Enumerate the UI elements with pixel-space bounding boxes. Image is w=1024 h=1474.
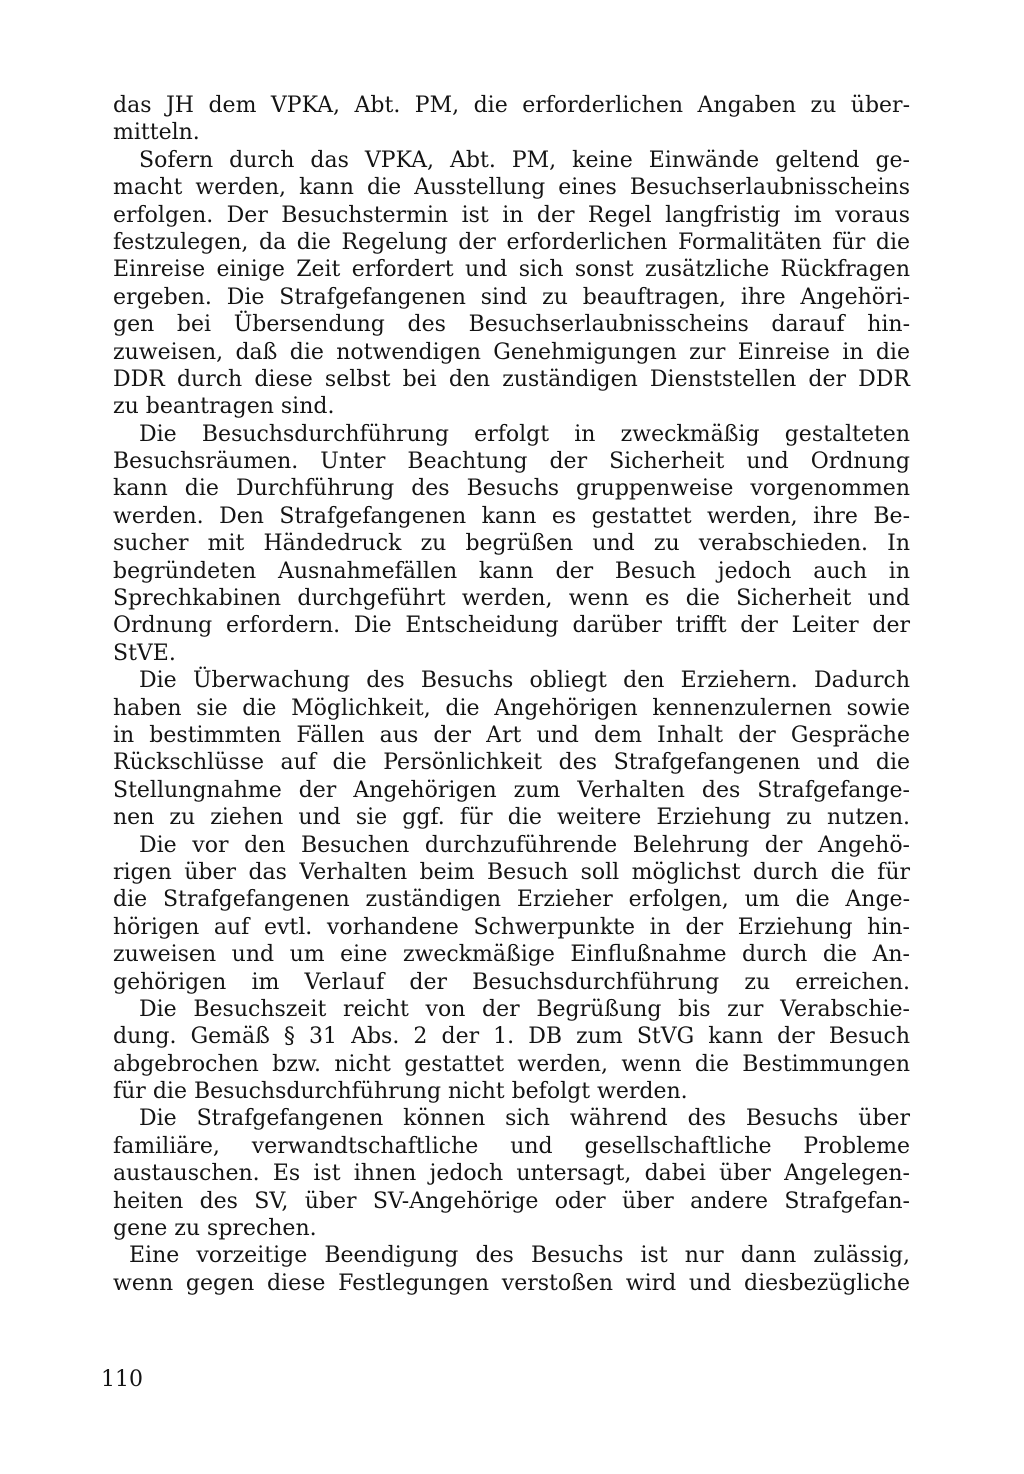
text-line: StVE.: [113, 640, 176, 666]
text-line: abgebrochen bzw. nicht gestattet werden, wenn die Bestimmungen: [113, 1051, 910, 1077]
text-line: zuweisen, daß die notwendigen Genehmigungen zur Einreise in die: [113, 339, 910, 365]
text-line: austauschen. Es ist ihnen jedoch untersagt, dabei über Angelegen-: [113, 1161, 910, 1187]
text-line: Die Besuchsdurchführung erfolgt in zweckmäßig gestalteten: [139, 421, 910, 447]
text-line: hörigen auf evtl. vorhandene Schwerpunkte in der Erziehung hin-: [113, 914, 910, 940]
text-line: Rückschlüsse auf die Persönlichkeit des Strafgefangenen und die: [113, 750, 910, 776]
text-line: zu beantragen sind.: [113, 394, 335, 420]
text-line: heiten des SV, über SV-Angehörige oder über andere Strafgefan-: [113, 1188, 910, 1214]
text-line: Besuchsräumen. Unter Beachtung der Sicherheit und Ordnung: [113, 449, 910, 475]
text-line: nen zu ziehen und sie ggf. für die weitere Erziehung zu nutzen.: [113, 805, 910, 831]
text-line: festzulegen, da die Regelung der erforderlichen Formalitäten für die: [113, 229, 910, 255]
text-line: in bestimmten Fällen aus der Art und dem Inhalt der Gespräche: [113, 722, 910, 748]
text-line: wenn gegen diese Festlegungen verstoßen wird und diesbezügliche: [113, 1270, 910, 1296]
text-line: Stellungnahme der Angehörigen zum Verhalten des Strafgefange-: [113, 777, 910, 803]
text-line: sucher mit Händedruck zu begrüßen und zu verabschieden. In: [113, 531, 910, 557]
text-line: rigen über das Verhalten beim Besuch soll möglichst durch die für: [113, 859, 910, 885]
text-line: erfolgen. Der Besuchstermin ist in der Regel langfristig im voraus: [113, 202, 910, 228]
text-line: Die Strafgefangenen können sich während des Besuchs über: [139, 1106, 910, 1132]
text-line: Eine vorzeitige Beendigung des Besuchs ist nur dann zulässig,: [129, 1243, 910, 1269]
text-line: DDR durch diese selbst bei den zuständigen Dienststellen der DDR: [113, 366, 910, 392]
text-line: Sprechkabinen durchgeführt werden, wenn es die Sicherheit und: [113, 586, 910, 612]
text-line: begründeten Ausnahmefällen kann der Besuch jedoch auch in: [113, 558, 910, 584]
text-line: für die Besuchsdurchführung nicht befolgt werden.: [113, 1079, 688, 1105]
text-line: Die Überwachung des Besuchs obliegt den Erziehern. Dadurch: [139, 668, 910, 694]
text-line: macht werden, kann die Ausstellung eines Besuchserlaubnisscheins: [113, 175, 910, 201]
text-line: dung. Gemäß § 31 Abs. 2 der 1. DB zum StVG kann der Besuch: [113, 1024, 910, 1050]
body-text: [113, 92, 910, 1297]
text-line: Die vor den Besuchen durchzuführende Belehrung der Angehö-: [139, 832, 910, 858]
text-line: familiäre, verwandtschaftliche und gesellschaftliche Probleme: [113, 1133, 910, 1159]
text-line: Die Besuchszeit reicht von der Begrüßung bis zur Verabschie-: [139, 996, 910, 1022]
text-line: gehörigen im Verlauf der Besuchsdurchführung zu erreichen.: [113, 969, 910, 995]
text-line: gene zu sprechen.: [113, 1216, 317, 1242]
text-line: Sofern durch das VPKA, Abt. PM, keine Einwände geltend ge-: [139, 147, 910, 173]
text-line: werden. Den Strafgefangenen kann es gestattet werden, ihre Be-: [113, 503, 910, 529]
text-line: Ordnung erfordern. Die Entscheidung darüber trifft der Leiter der: [113, 613, 910, 639]
text-line: kann die Durchführung des Besuchs gruppenweise vorgenommen: [113, 476, 910, 502]
text-line: gen bei Übersendung des Besuchserlaubnisscheins darauf hin-: [113, 312, 910, 338]
text-line: die Strafgefangenen zuständigen Erzieher erfolgen, um die Ange-: [113, 887, 910, 913]
page-number: 110: [101, 1367, 143, 1392]
text-line: mitteln.: [113, 120, 200, 146]
text-line: ergeben. Die Strafgefangenen sind zu beauftragen, ihre Angehöri-: [113, 284, 910, 310]
text-line: zuweisen und um eine zweckmäßige Einflußnahme durch die An-: [113, 942, 910, 968]
text-line: das JH dem VPKA, Abt. PM, die erforderlichen Angaben zu über-: [113, 93, 910, 118]
text-line: Einreise einige Zeit erfordert und sich sonst zusätzliche Rückfragen: [113, 257, 910, 283]
text-line: haben sie die Möglichkeit, die Angehörigen kennenzulernen sowie: [113, 695, 910, 721]
